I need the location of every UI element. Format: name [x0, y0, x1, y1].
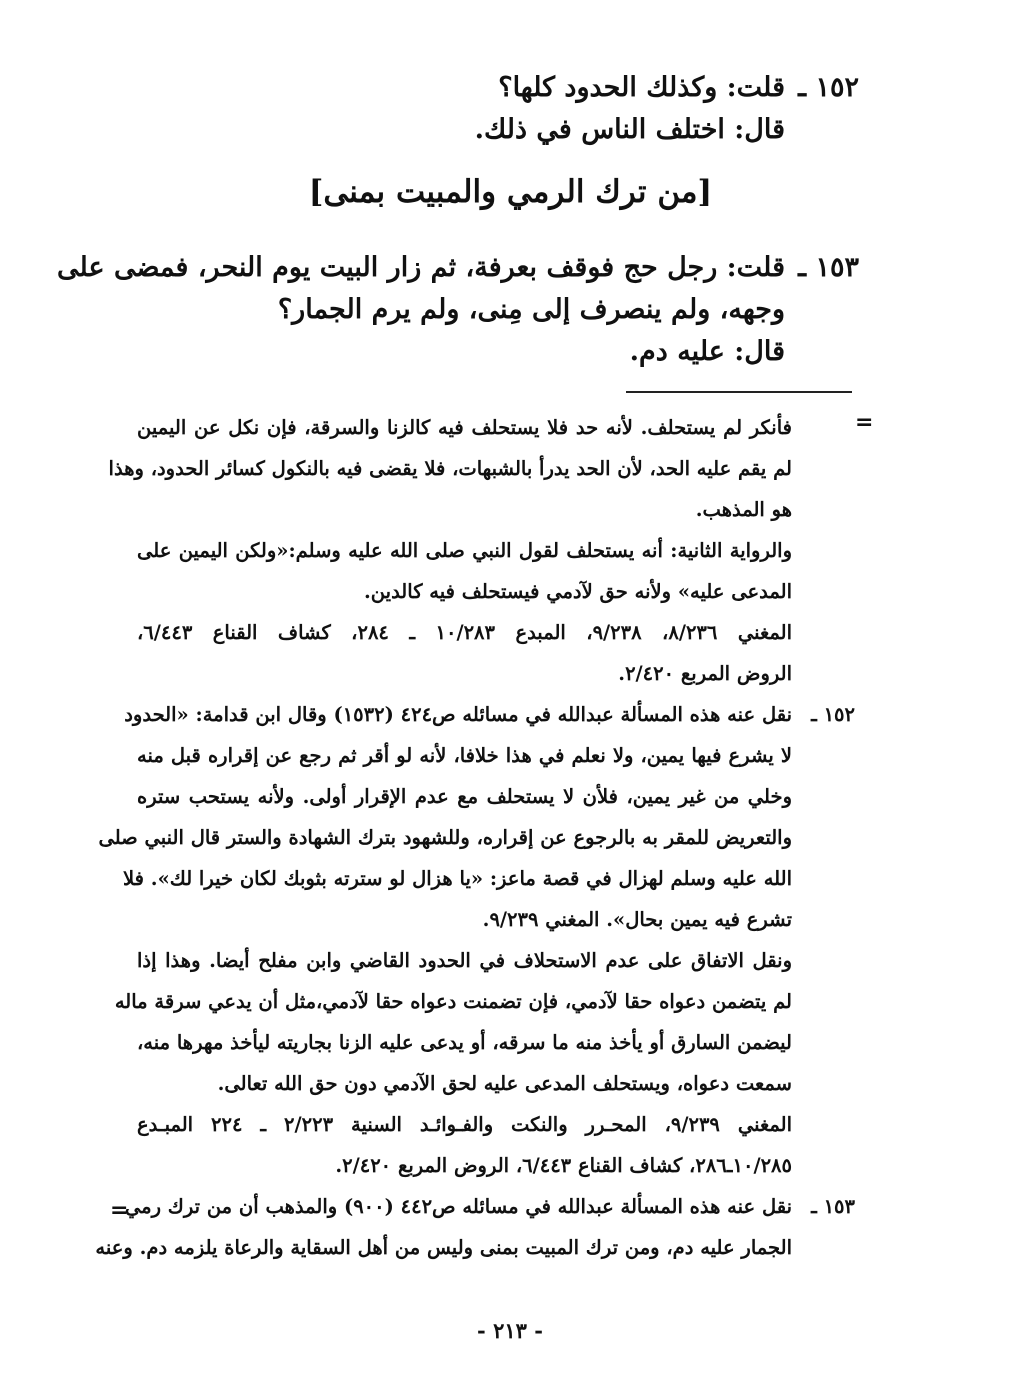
- footnote-line: والرواية الثانية: أنه يستحلف لقول النبي صلى الله عليه وسلم:«ولكن اليمين على: [137, 539, 792, 562]
- answer-text: قال: اختلف الناس في ذلك.: [474, 114, 785, 145]
- footnote-line: فأنكر لم يستحلف. لأنه حد فلا يستحلف فيه كالزنا والسرقة، فإن نكل عن اليمين: [137, 416, 792, 439]
- footnote-reference: المغني ٩/٢٣٩، المحـرر والنكت والفـوائـد السنية ٢/٢٢٣ ـ ٢٢٤ المبـدع: [137, 1113, 793, 1136]
- question-text: قلت: رجل حج فوقف بعرفة، ثم زار البيت يوم النحر، فمضى على: [57, 252, 785, 283]
- question-text-continued: وجهه، ولم ينصرف إلى مِنى، ولم يرم الجمار؟: [277, 294, 785, 325]
- footnote-line: نقل عنه هذه المسألة عبدالله في مسائله ص٤٤٢ (٩٠٠) والمذهب أن من ترك رمي: [124, 1195, 792, 1218]
- answer-text: قال: عليه دم.: [629, 336, 785, 367]
- footnote-line: لا يشرع فيها يمين، ولا نعلم في هذا خلافا، لأنه لو أقر ثم رجع عن إقراره قبل منه: [137, 744, 792, 767]
- footnote-reference: ١٠/٢٨٥ـ٢٨٦، كشاف القناع ٦/٤٤٣، الروض المربع ٢/٤٢٠.: [335, 1154, 792, 1177]
- footnote-line: والتعريض للمقر به بالرجوع عن إقراره، وللشهود بترك الشهادة والستر قال النبي صلى: [98, 826, 792, 849]
- question-number: ١٥٢ ـ: [798, 72, 859, 103]
- footnote-line: المدعى عليه» ولأنه حق لآدمي فيستحلف فيه كالدين.: [364, 580, 792, 603]
- footnote-reference: المغني ٨/٢٣٦، ٩/٢٣٨، المبدع ١٠/٢٨٣ ـ ٢٨٤، كشاف القناع ٦/٤٤٣،: [137, 621, 793, 644]
- footnote-line: تشرع فيه يمين بحال». المغني ٩/٢٣٩.: [482, 908, 792, 931]
- footnote-number: ١٥٢ ـ: [811, 703, 855, 726]
- footnote-line: لم يقم عليه الحد، لأن الحد يدرأ بالشبهات، فلا يقضى فيه بالنكول كسائر الحدود، وهذا: [108, 457, 792, 480]
- continuation-mark: =: [110, 1198, 129, 1223]
- footnote-line: لم يتضمن دعواه حقا لآدمي، فإن تضمنت دعواه حقا لآدمي،مثل أن يدعي سرقة ماله: [114, 990, 792, 1013]
- page-number: - ٢١٣ -: [477, 1318, 543, 1343]
- footnote-number: ١٥٣ ـ: [811, 1195, 855, 1218]
- footnote-line: هو المذهب.: [695, 498, 792, 521]
- question-text: قلت: وكذلك الحدود كلها؟: [498, 72, 785, 103]
- footnote-reference: الروض المربع ٢/٤٢٠.: [618, 662, 792, 685]
- continuation-mark: =: [855, 410, 874, 435]
- section-heading: [من ترك الرمي والمبيت بمنى]: [308, 174, 713, 210]
- footnote-line: نقل عنه هذه المسألة عبدالله في مسائله ص٤٢٤ (١٥٣٢) وقال ابن قدامة: «الحدود: [124, 703, 792, 726]
- footnote-line: ليضمن السارق أو يأخذ منه ما سرقه، أو يدعى عليه الزنا بجاريته ليأخذ مهرها منه،: [137, 1031, 792, 1054]
- footnote-line: الله عليه وسلم لهزال في قصة ماعز: «يا هزال لو سترته بثوبك لكان خيرا لك». فلا: [123, 867, 792, 890]
- question-number: ١٥٣ ـ: [798, 252, 859, 283]
- footnote-line: وخلي من غير يمين، فلأن لا يستحلف مع عدم الإقرار أولى. ولأنه يستحب ستره: [137, 785, 792, 808]
- footnote-line: سمعت دعواه، ويستحلف المدعى عليه لحق الآدمي دون حق الله تعالى.: [217, 1072, 792, 1095]
- footnote-line: الجمار عليه دم، ومن ترك المبيت بمنى وليس من أهل السقاية والرعاة يلزمه دم. وعنه: [95, 1236, 792, 1259]
- footnote-separator: [626, 391, 852, 393]
- footnote-line: ونقل الاتفاق على عدم الاستحلاف في الحدود القاضي وابن مفلح أيضا. وهذا إذا: [137, 949, 792, 972]
